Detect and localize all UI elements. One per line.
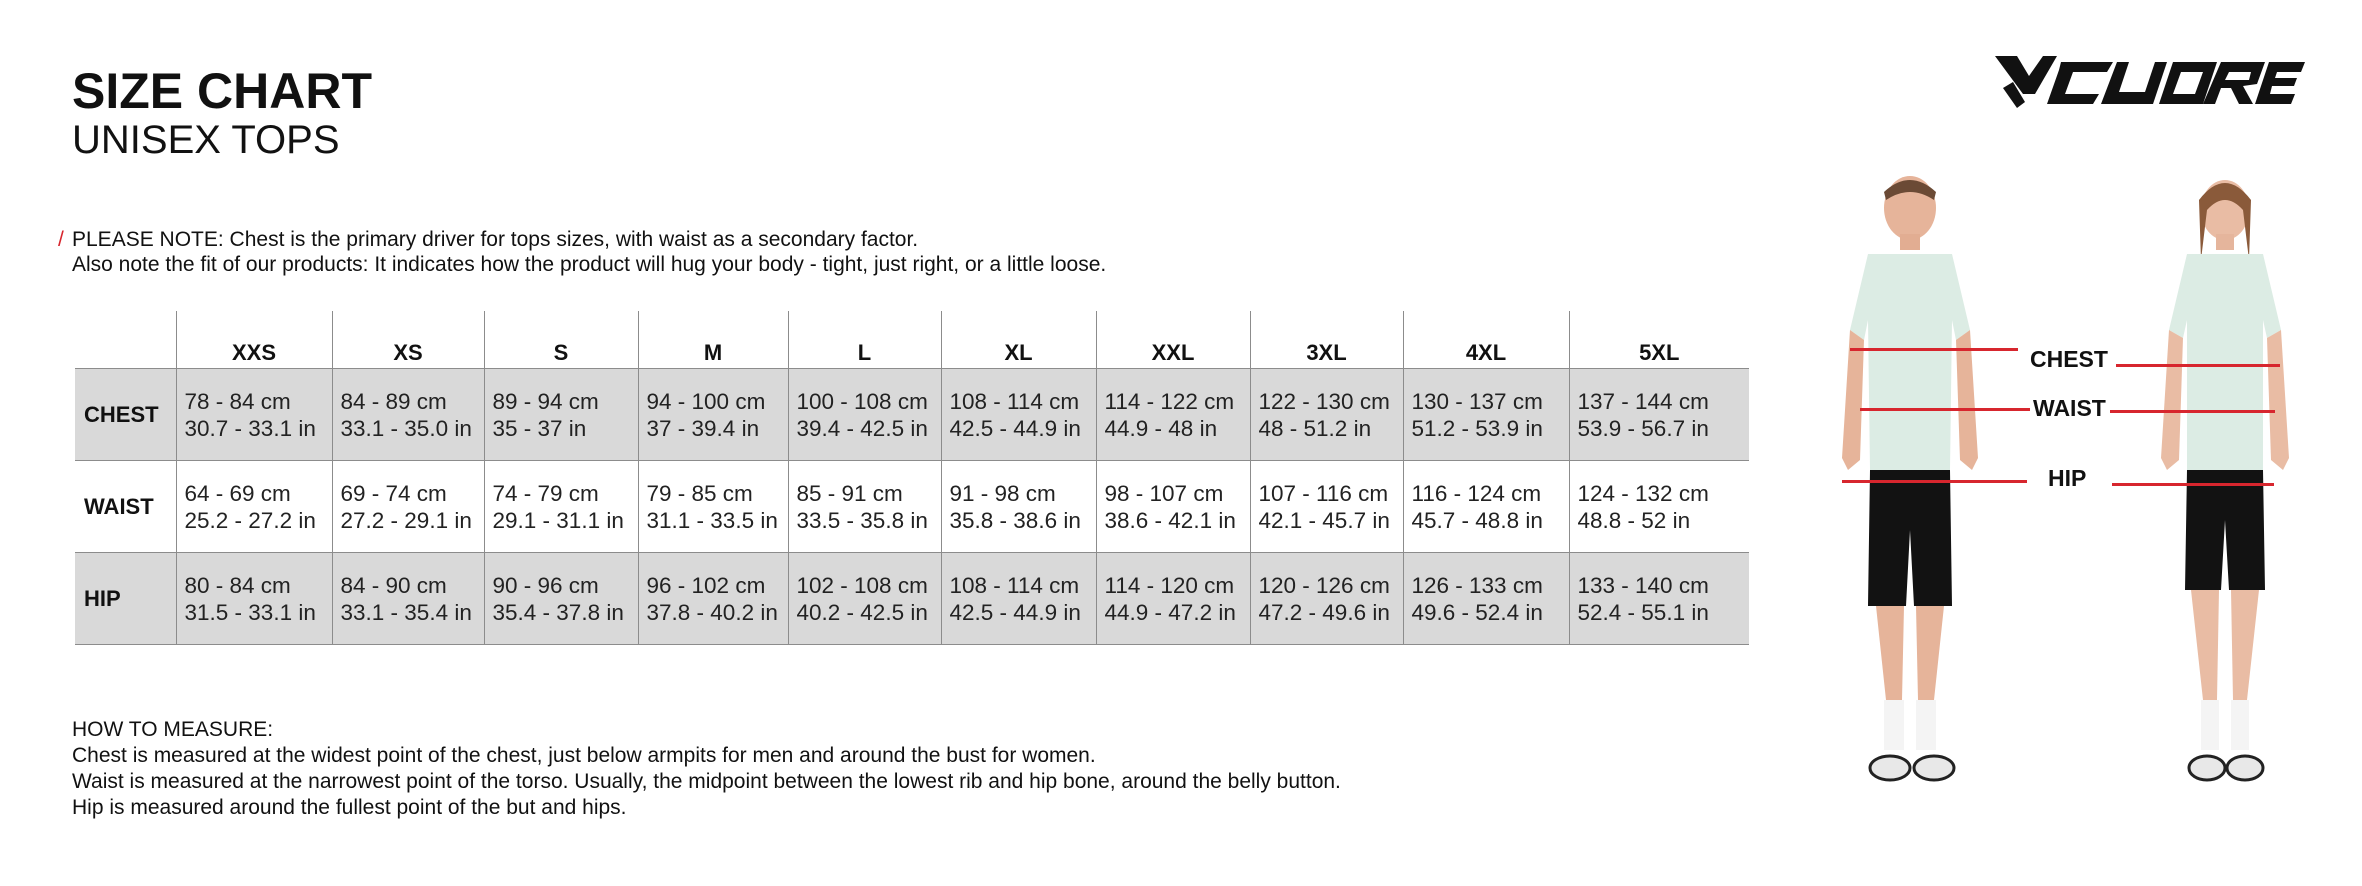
waist-line-male bbox=[1860, 408, 2030, 411]
table-cell: 108 - 114 cm 42.5 - 44.9 in bbox=[941, 369, 1096, 461]
size-header: M bbox=[638, 311, 788, 369]
waist-label: WAIST bbox=[2033, 395, 2106, 421]
table-cell: 96 - 102 cm 37.8 - 40.2 in bbox=[638, 553, 788, 645]
size-header: 4XL bbox=[1403, 311, 1569, 369]
hip-line-male bbox=[1842, 480, 2027, 483]
table-cell: 79 - 85 cm 31.1 - 33.5 in bbox=[638, 461, 788, 553]
table-cell: 100 - 108 cm 39.4 - 42.5 in bbox=[788, 369, 941, 461]
waist-line-female bbox=[2110, 410, 2275, 413]
row-label: HIP bbox=[75, 553, 176, 645]
row-label: WAIST bbox=[84, 494, 154, 519]
table-cell: 120 - 126 cm 47.2 - 49.6 in bbox=[1250, 553, 1403, 645]
table-cell: 130 - 137 cm 51.2 - 53.9 in bbox=[1403, 369, 1569, 461]
table-cell: 80 - 84 cm 31.5 - 33.1 in bbox=[176, 553, 332, 645]
table-cell: 84 - 89 cm 33.1 - 35.0 in bbox=[332, 369, 484, 461]
table-row-hip bbox=[75, 553, 1749, 645]
size-header: XXS bbox=[176, 311, 332, 369]
table-row-waist bbox=[75, 461, 1749, 553]
table-cell: 74 - 79 cm 29.1 - 31.1 in bbox=[484, 461, 638, 553]
table-cell: 64 - 69 cm 25.2 - 27.2 in bbox=[176, 461, 332, 553]
table-cell: 137 - 144 cm 53.9 - 56.7 in bbox=[1569, 369, 1749, 461]
measure-waist: Waist is measured at the narrowest point of the torso. Usually, the midpoint between the lowest rib and hip bone, around the belly button. bbox=[72, 770, 1341, 793]
page-subtitle: UNISEX TOPS bbox=[72, 118, 340, 162]
hip-line-female bbox=[2112, 483, 2274, 486]
table-cell: 98 - 107 cm 38.6 - 42.1 in bbox=[1096, 461, 1250, 553]
size-table bbox=[75, 311, 1749, 645]
table-cell: 124 - 132 cm 48.8 - 52 in bbox=[1569, 461, 1749, 553]
table-cell: 102 - 108 cm 40.2 - 42.5 in bbox=[788, 553, 941, 645]
measure-chest: Chest is measured at the widest point of the chest, just below armpits for men and around the bust for women. bbox=[72, 744, 1096, 767]
chest-line-female bbox=[2116, 364, 2280, 367]
note-line-1: PLEASE NOTE: Chest is the primary driver for tops sizes, with waist as a secondary factor. bbox=[72, 228, 919, 251]
hip-label: HIP bbox=[2048, 465, 2087, 491]
table-cell: 114 - 122 cm 44.9 - 48 in bbox=[1096, 369, 1250, 461]
size-header: XS bbox=[332, 311, 484, 369]
page-title: SIZE CHART bbox=[72, 63, 372, 119]
table-row-chest bbox=[75, 369, 1749, 461]
size-header: XL bbox=[941, 311, 1096, 369]
row-label: CHEST bbox=[75, 369, 176, 461]
table-cell: 90 - 96 cm 35.4 - 37.8 in bbox=[484, 553, 638, 645]
chest-line-male bbox=[1850, 348, 2018, 351]
size-header: S bbox=[484, 311, 638, 369]
cuore-logo bbox=[1995, 52, 2305, 112]
corner-cell bbox=[75, 311, 176, 369]
note-line-2: Also note the fit of our products: It indicates how the product will hug your body - tight, just right, or a little loose. bbox=[72, 253, 1107, 276]
table-cell: 89 - 94 cm 35 - 37 in bbox=[484, 369, 638, 461]
table-cell: 126 - 133 cm 49.6 - 52.4 in bbox=[1403, 553, 1569, 645]
table-cell: 85 - 91 cm 33.5 - 35.8 in bbox=[788, 461, 941, 553]
female-model-figure bbox=[2125, 170, 2325, 810]
size-header-row bbox=[75, 311, 1749, 369]
measure-heading: HOW TO MEASURE: bbox=[72, 718, 274, 741]
table-cell: 108 - 114 cm 42.5 - 44.9 in bbox=[941, 553, 1096, 645]
size-header: L bbox=[788, 311, 941, 369]
fit-note bbox=[58, 227, 1107, 277]
chest-label: CHEST bbox=[2030, 346, 2108, 372]
table-cell: 122 - 130 cm 48 - 51.2 in bbox=[1250, 369, 1403, 461]
table-cell: 84 - 90 cm 33.1 - 35.4 in bbox=[332, 553, 484, 645]
accent-slash: / bbox=[58, 228, 64, 251]
table-cell: 94 - 100 cm 37 - 39.4 in bbox=[638, 369, 788, 461]
table-cell: 107 - 116 cm 42.1 - 45.7 in bbox=[1250, 461, 1403, 553]
table-cell: 133 - 140 cm 52.4 - 55.1 in bbox=[1569, 553, 1749, 645]
measure-hip: Hip is measured around the fullest point of the but and hips. bbox=[72, 796, 627, 819]
size-header: 3XL bbox=[1250, 311, 1403, 369]
table-cell: 69 - 74 cm 27.2 - 29.1 in bbox=[332, 461, 484, 553]
male-model-figure bbox=[1810, 170, 2010, 810]
how-to-measure bbox=[72, 717, 1341, 821]
size-header: XXL bbox=[1096, 311, 1250, 369]
table-cell: 114 - 120 cm 44.9 - 47.2 in bbox=[1096, 553, 1250, 645]
table-cell: 116 - 124 cm 45.7 - 48.8 in bbox=[1403, 461, 1569, 553]
size-header: 5XL bbox=[1569, 311, 1749, 369]
table-cell: 78 - 84 cm 30.7 - 33.1 in bbox=[176, 369, 332, 461]
table-cell: 91 - 98 cm 35.8 - 38.6 in bbox=[941, 461, 1096, 553]
